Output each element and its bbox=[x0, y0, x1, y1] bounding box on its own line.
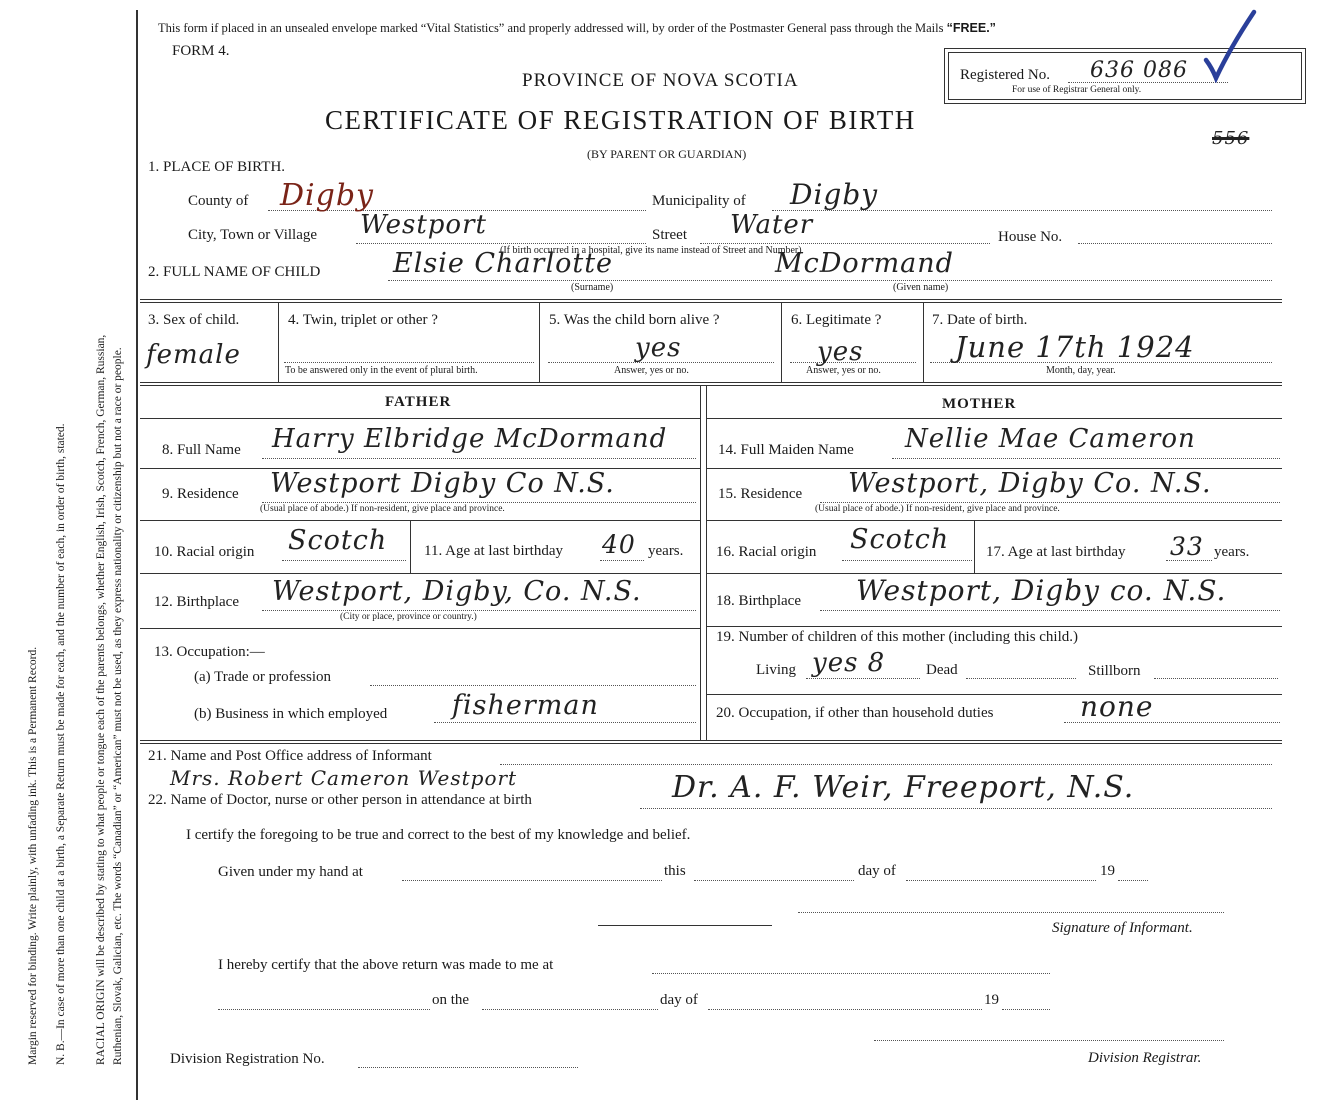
year-line-2 bbox=[1002, 1009, 1050, 1010]
alive-caption: Answer, yes or no. bbox=[614, 365, 689, 376]
house-label: House No. bbox=[998, 229, 1063, 245]
father-birthplace-value: Westport, Digby, Co. N.S. bbox=[272, 576, 642, 607]
father-residence-line bbox=[262, 502, 696, 503]
page-subtitle: (BY PARENT OR GUARDIAN) bbox=[587, 147, 747, 161]
father-trade-label: (a) Trade or profession bbox=[194, 669, 332, 685]
mother-heading: MOTHER bbox=[942, 396, 1017, 412]
legitimate-value: yes bbox=[817, 337, 864, 367]
mother-name-value: Nellie Mae Cameron bbox=[905, 424, 1196, 454]
alive-label: 5. Was the child born alive ? bbox=[549, 312, 720, 328]
checkmark-icon bbox=[1200, 8, 1260, 83]
on-the-day-line bbox=[482, 1009, 658, 1010]
father-name-line bbox=[262, 458, 696, 459]
mother-dead-line bbox=[966, 678, 1076, 679]
dob-caption: Month, day, year. bbox=[1046, 365, 1116, 376]
doctor-line bbox=[640, 808, 1272, 809]
mother-racial-label: 16. Racial origin bbox=[716, 544, 817, 560]
margin-note-plural-birth: N. B.—In case of more than one child at a birth, a Separate Return must be made for each, and the number of each, in order of birth, stated. bbox=[55, 423, 67, 1065]
short-rule bbox=[598, 925, 772, 926]
father-age-label: 11. Age at last birthday bbox=[424, 543, 563, 559]
father-business-label: (b) Business in which employed bbox=[194, 706, 388, 722]
mother-birthplace-line bbox=[820, 610, 1280, 611]
father-row9-line bbox=[140, 520, 700, 521]
mother-living-label: Living bbox=[756, 662, 796, 678]
registered-number: 636 086 bbox=[1090, 58, 1188, 83]
mother-racial-value: Scotch bbox=[850, 524, 950, 555]
row-box-top-double bbox=[140, 302, 1282, 303]
informant-line bbox=[500, 764, 1272, 765]
parents-bottom-line-double bbox=[140, 743, 1282, 744]
mother-children-label: 19. Number of children of this mother (including this child.) bbox=[716, 629, 1079, 645]
given-label: Given under my hand at bbox=[218, 864, 363, 880]
day-line bbox=[694, 880, 854, 881]
province-heading: PROVINCE OF NOVA SCOTIA bbox=[522, 70, 799, 91]
division-number-line bbox=[358, 1067, 578, 1068]
place-section-heading: 1. PLACE OF BIRTH. bbox=[148, 159, 286, 175]
house-line bbox=[1078, 243, 1272, 244]
father-business-line bbox=[434, 722, 696, 723]
child-name-label: 2. FULL NAME OF CHILD bbox=[148, 264, 321, 280]
year-line bbox=[1118, 880, 1148, 881]
mother-row15-line bbox=[706, 520, 1282, 521]
month-line bbox=[906, 880, 1096, 881]
mother-living-line bbox=[806, 678, 920, 679]
municipality-label: Municipality of bbox=[652, 193, 746, 209]
city-line bbox=[356, 243, 646, 244]
parent-divider-left bbox=[700, 386, 701, 741]
surname-caption: (Surname) bbox=[571, 282, 614, 293]
informant-value: Mrs. Robert Cameron Westport bbox=[170, 766, 518, 790]
twin-line bbox=[284, 362, 534, 363]
street-label: Street bbox=[652, 227, 687, 243]
this-label: this bbox=[664, 863, 686, 879]
given-place-line bbox=[402, 880, 662, 881]
registered-label: Registered No. bbox=[960, 67, 1050, 83]
on-the-label: on the bbox=[432, 992, 470, 1008]
mother-racial-divider bbox=[974, 521, 975, 573]
on-the-lead-line bbox=[218, 1009, 430, 1010]
mother-abode-note: (Usual place of abode.) If non-resident, give place and province. bbox=[815, 504, 1060, 514]
father-racial-label: 10. Racial origin bbox=[154, 544, 255, 560]
struck-number: 556 bbox=[1212, 128, 1250, 149]
division-registrar-label: Division Registrar. bbox=[1088, 1050, 1202, 1066]
mother-row18-line bbox=[706, 626, 1282, 627]
mother-occupation-value: none bbox=[1080, 690, 1154, 723]
row-box-bottom bbox=[140, 382, 1282, 383]
page-title: CERTIFICATE OF REGISTRATION OF BIRTH bbox=[325, 105, 916, 135]
mother-years: years. bbox=[1214, 544, 1250, 560]
mother-age-label: 17. Age at last birthday bbox=[986, 544, 1126, 560]
form-left-border bbox=[136, 10, 138, 1100]
father-birthplace-label: 12. Birthplace bbox=[154, 594, 239, 610]
child-given-name: Elsie Charlotte bbox=[393, 248, 614, 279]
father-birthplace-note: (City or place, province or country.) bbox=[340, 612, 477, 622]
street-value: Water bbox=[730, 210, 814, 240]
mother-residence-label: 15. Residence bbox=[718, 486, 803, 502]
divider-1 bbox=[278, 303, 279, 382]
hereby-label: I hereby certify that the above return was made to me at bbox=[218, 957, 554, 973]
father-trade-line bbox=[370, 685, 696, 686]
child-name-line bbox=[388, 280, 1272, 281]
mother-row19-line bbox=[706, 694, 1282, 695]
father-birthplace-line bbox=[262, 610, 696, 611]
father-residence-value: Westport Digby Co N.S. bbox=[270, 468, 615, 499]
father-name-label: 8. Full Name bbox=[162, 442, 241, 458]
signature-label: Signature of Informant. bbox=[1052, 920, 1193, 936]
twin-note: To be answered only in the event of plural birth. bbox=[285, 365, 478, 376]
mother-name-line bbox=[892, 458, 1280, 459]
dob-label: 7. Date of birth. bbox=[932, 312, 1028, 328]
father-name-value: Harry Elbridge McDormand bbox=[272, 424, 668, 454]
mother-stillborn-label: Stillborn bbox=[1088, 663, 1141, 679]
division-number-label: Division Registration No. bbox=[170, 1051, 325, 1067]
father-racial-divider bbox=[410, 521, 411, 573]
father-business-value: fisherman bbox=[452, 690, 599, 721]
margin-note-racial-origin: RACIAL ORIGIN will be described by stating to what people or tongue each of the parents belongs, whether English, Irish, Scotch, French, German, Russian, bbox=[95, 334, 107, 1065]
registrar-signature-line bbox=[874, 1040, 1224, 1041]
free-label: “FREE.” bbox=[946, 21, 996, 35]
parents-bottom-line bbox=[140, 740, 1282, 741]
sex-label: 3. Sex of child. bbox=[148, 312, 240, 328]
father-heading: FATHER bbox=[385, 394, 452, 410]
divider-2 bbox=[539, 303, 540, 382]
county-label: County of bbox=[188, 193, 249, 209]
doctor-value: Dr. A. F. Weir, Freeport, N.S. bbox=[672, 770, 1135, 805]
mail-notice-text: This form if placed in an unsealed envelope marked “Vital Statistics” and properly addressed will, by order of the Postmaster General pass through the Mails bbox=[158, 21, 944, 35]
signature-line bbox=[798, 912, 1224, 913]
month-line-2 bbox=[708, 1009, 982, 1010]
father-residence-label: 9. Residence bbox=[162, 486, 239, 502]
father-occupation-label: 13. Occupation:— bbox=[154, 644, 265, 660]
given-caption: (Given name) bbox=[893, 282, 949, 293]
mother-age-value: 33 bbox=[1170, 532, 1204, 561]
mother-residence-line bbox=[820, 502, 1280, 503]
mother-birthplace-value: Westport, Digby co. N.S. bbox=[856, 574, 1227, 607]
divider-3 bbox=[781, 303, 782, 382]
legitimate-caption: Answer, yes or no. bbox=[806, 365, 881, 376]
row-box-top bbox=[140, 299, 1282, 300]
mother-birthplace-label: 18. Birthplace bbox=[716, 593, 801, 609]
father-age-line bbox=[600, 560, 644, 561]
father-racial-value: Scotch bbox=[288, 525, 388, 556]
county-value: Digby bbox=[280, 178, 375, 213]
hereby-place-line bbox=[652, 973, 1050, 974]
alive-value: yes bbox=[635, 333, 682, 363]
divider-4 bbox=[923, 303, 924, 382]
father-row12-line bbox=[140, 628, 700, 629]
mother-stillborn-line bbox=[1154, 678, 1278, 679]
father-heading-line bbox=[140, 418, 700, 419]
city-value: Westport bbox=[360, 210, 487, 240]
hospital-note: (If birth occurred in a hospital, give its name instead of Street and Number) bbox=[500, 245, 802, 256]
sex-value: female bbox=[146, 340, 241, 370]
municipality-value: Digby bbox=[790, 178, 879, 211]
informant-label: 21. Name and Post Office address of Informant bbox=[148, 748, 432, 764]
mother-heading-line bbox=[706, 418, 1282, 419]
row-box-bottom-double bbox=[140, 385, 1282, 386]
father-age-value: 40 bbox=[602, 530, 636, 559]
year-label: 19 bbox=[1100, 863, 1115, 879]
street-line bbox=[700, 243, 990, 244]
father-row10-line bbox=[140, 573, 700, 574]
mother-racial-line bbox=[842, 560, 972, 561]
father-racial-line bbox=[282, 560, 406, 561]
mother-residence-value: Westport, Digby Co. N.S. bbox=[848, 468, 1212, 499]
mother-occupation-label: 20. Occupation, if other than household duties bbox=[716, 705, 994, 721]
father-abode-note: (Usual place of abode.) If non-resident, give place and province. bbox=[260, 504, 505, 514]
day-of-label: day of bbox=[858, 863, 896, 879]
form-number: FORM 4. bbox=[172, 43, 230, 59]
father-years: years. bbox=[648, 543, 684, 559]
margin-note-binding: Margin reserved for binding. Write plainly, with unfading ink. This is a Permanent Record. bbox=[27, 646, 39, 1065]
certify-statement: I certify the foregoing to be true and correct to the best of my knowledge and belief. bbox=[186, 827, 691, 843]
mother-living-value: yes 8 bbox=[812, 648, 886, 678]
child-surname: McDormand bbox=[775, 248, 954, 279]
registrar-note: For use of Registrar General only. bbox=[1012, 85, 1142, 95]
mother-name-label: 14. Full Maiden Name bbox=[718, 442, 854, 458]
mother-dead-label: Dead bbox=[926, 662, 958, 678]
year-label-2: 19 bbox=[984, 992, 999, 1008]
twin-label: 4. Twin, triplet or other ? bbox=[288, 312, 438, 328]
margin-note-racial-origin-cont: Ruthenian, Slovak, Galician, etc. The words “Canadian” or “American” must not be used, as they express nationality or citizenship but not a race or people. bbox=[112, 347, 124, 1065]
legitimate-label: 6. Legitimate ? bbox=[791, 312, 882, 328]
mail-notice bbox=[158, 21, 996, 36]
city-label: City, Town or Village bbox=[188, 227, 318, 243]
day-of-label-2: day of bbox=[660, 992, 698, 1008]
parent-divider-right bbox=[706, 386, 707, 741]
dob-value: June 17th 1924 bbox=[955, 330, 1195, 364]
doctor-label: 22. Name of Doctor, nurse or other person in attendance at birth bbox=[148, 792, 532, 808]
